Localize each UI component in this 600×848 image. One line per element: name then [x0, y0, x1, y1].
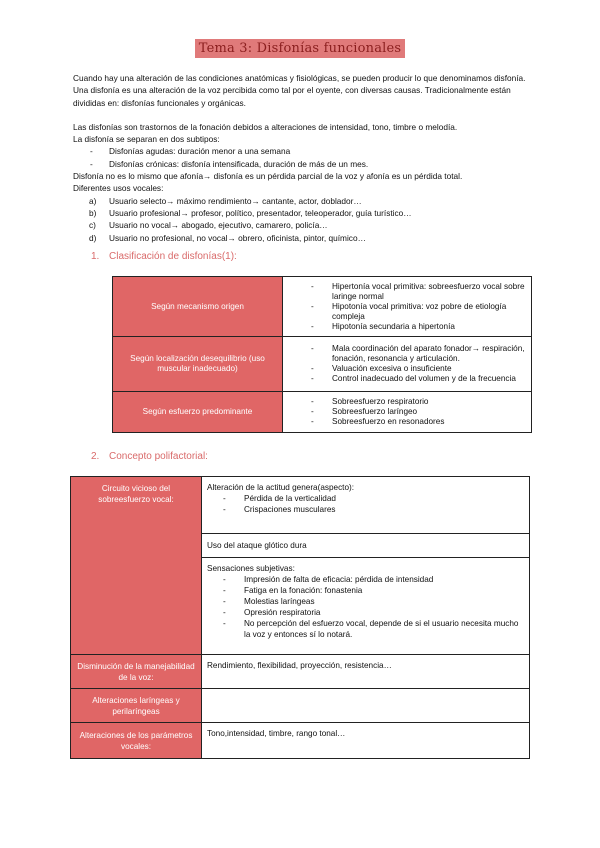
table-row [113, 392, 532, 433]
subtypes-intro: La disfonía se separan en dos subtipos: [73, 134, 220, 145]
use-item: d) Usuario no profesional, no vocal→ obrero, oficinista, pintor, químico… [89, 232, 366, 243]
row-label: Según localización desequilibrio (uso muscular inadecuado) [113, 337, 283, 392]
intro-section [73, 72, 533, 244]
row-label: Alteraciones de los parámetros vocales: [71, 723, 202, 759]
uses-list [73, 195, 533, 244]
table-row [113, 337, 532, 392]
table-row [71, 689, 530, 723]
row-content: Rendimiento, flexibilidad, proyección, resistencia… [202, 655, 530, 689]
section2-heading: 2. Concepto polifactorial: [91, 451, 208, 462]
row-content: - Mala coordinación del aparato fonador→ respiración, fonación, resonancia y articulación. - Valuación excesiva o insuficiente - Control inadecuado del volumen y de la frecuencia [283, 337, 532, 392]
page-title: Tema 3: Disfonías funcionales [195, 39, 406, 58]
intro-paragraph: Cuando hay una alteración de las condiciones anatómicas y fisiológicas, se pueden producir lo que denominamos disfonía. Una disfonía es una alteración de la voz percibida como tal por el oyente, con diversas causas. Tradicionalmente están divididas en: disfonías funcionales y orgánicas. [73, 73, 526, 108]
table-row [113, 277, 532, 337]
row-content: Uso del ataque glótico dura [202, 534, 530, 558]
uses-intro: Diferentes usos vocales: [73, 183, 164, 194]
afonia-paragraph: Disfonía no es lo mismo que afonía→ disfonía es un pérdida parcial de la voz y afonía es un pérdida total. [73, 171, 463, 182]
table-row [71, 723, 530, 759]
subtype-item: - Disfonías crónicas: disfonía intensificada, duración de más de un mes. [73, 158, 533, 170]
row-label: Según mecanismo origen [113, 277, 283, 337]
section1-heading: 1. Clasificación de disfonías(1): [91, 251, 237, 262]
definition-paragraph: Las disfonías son trastornos de la fonación debidos a alteraciones de intensidad, tono, timbre o melodía. [73, 121, 458, 132]
use-item: b) Usuario profesional→ profesor, político, presentador, teleoperador, guía turístico… [89, 207, 412, 218]
classification-table [112, 276, 532, 433]
row-content: Sensaciones subjetivas: - Impresión de falta de eficacia: pérdida de intensidad - Fatiga en la fonación: fonastenia - Molestias laríngeas - Opresión respiratoria - No percepción del esfuerzo vocal, depende de si el usuario necesita mucho la voz y entonces sí lo notará. [202, 558, 530, 655]
subtype-item: - Disfonías agudas: duración menor a una semana [73, 145, 533, 157]
table-row [71, 477, 530, 534]
row-content: - Hipertonía vocal primitiva: sobreesfuerzo vocal sobre laringe normal - Hipotonía vocal primitiva: voz pobre de etiología compleja - Hipotonía secundaria a hipertonía [283, 277, 532, 337]
row-content: Alteración de la actitud genera(aspecto): - Pérdida de la verticalidad - Crispaciones musculares [202, 477, 530, 534]
row-label: Circuito vicioso del sobreesfuerzo vocal: [71, 477, 202, 655]
row-label: Disminución de la manejabilidad de la voz: [71, 655, 202, 689]
row-label: Alteraciones laríngeas y perilaríngeas [71, 689, 202, 723]
polifactorial-table [70, 476, 530, 759]
use-item: a) Usuario selecto→ máximo rendimiento→ cantante, actor, doblador… [89, 195, 362, 206]
row-content [202, 689, 530, 723]
use-item: c) Usuario no vocal→ abogado, ejecutivo, camarero, policía… [89, 220, 328, 231]
row-content: Tono,intensidad, timbre, rango tonal… [202, 723, 530, 759]
row-label: Según esfuerzo predominante [113, 392, 283, 433]
row-content: - Sobreesfuerzo respiratorio - Sobreesfuerzo laríngeo - Sobreesfuerzo en resonadores [283, 392, 532, 433]
table-row [71, 655, 530, 689]
subtypes-list [73, 145, 533, 170]
title-container [0, 39, 600, 58]
